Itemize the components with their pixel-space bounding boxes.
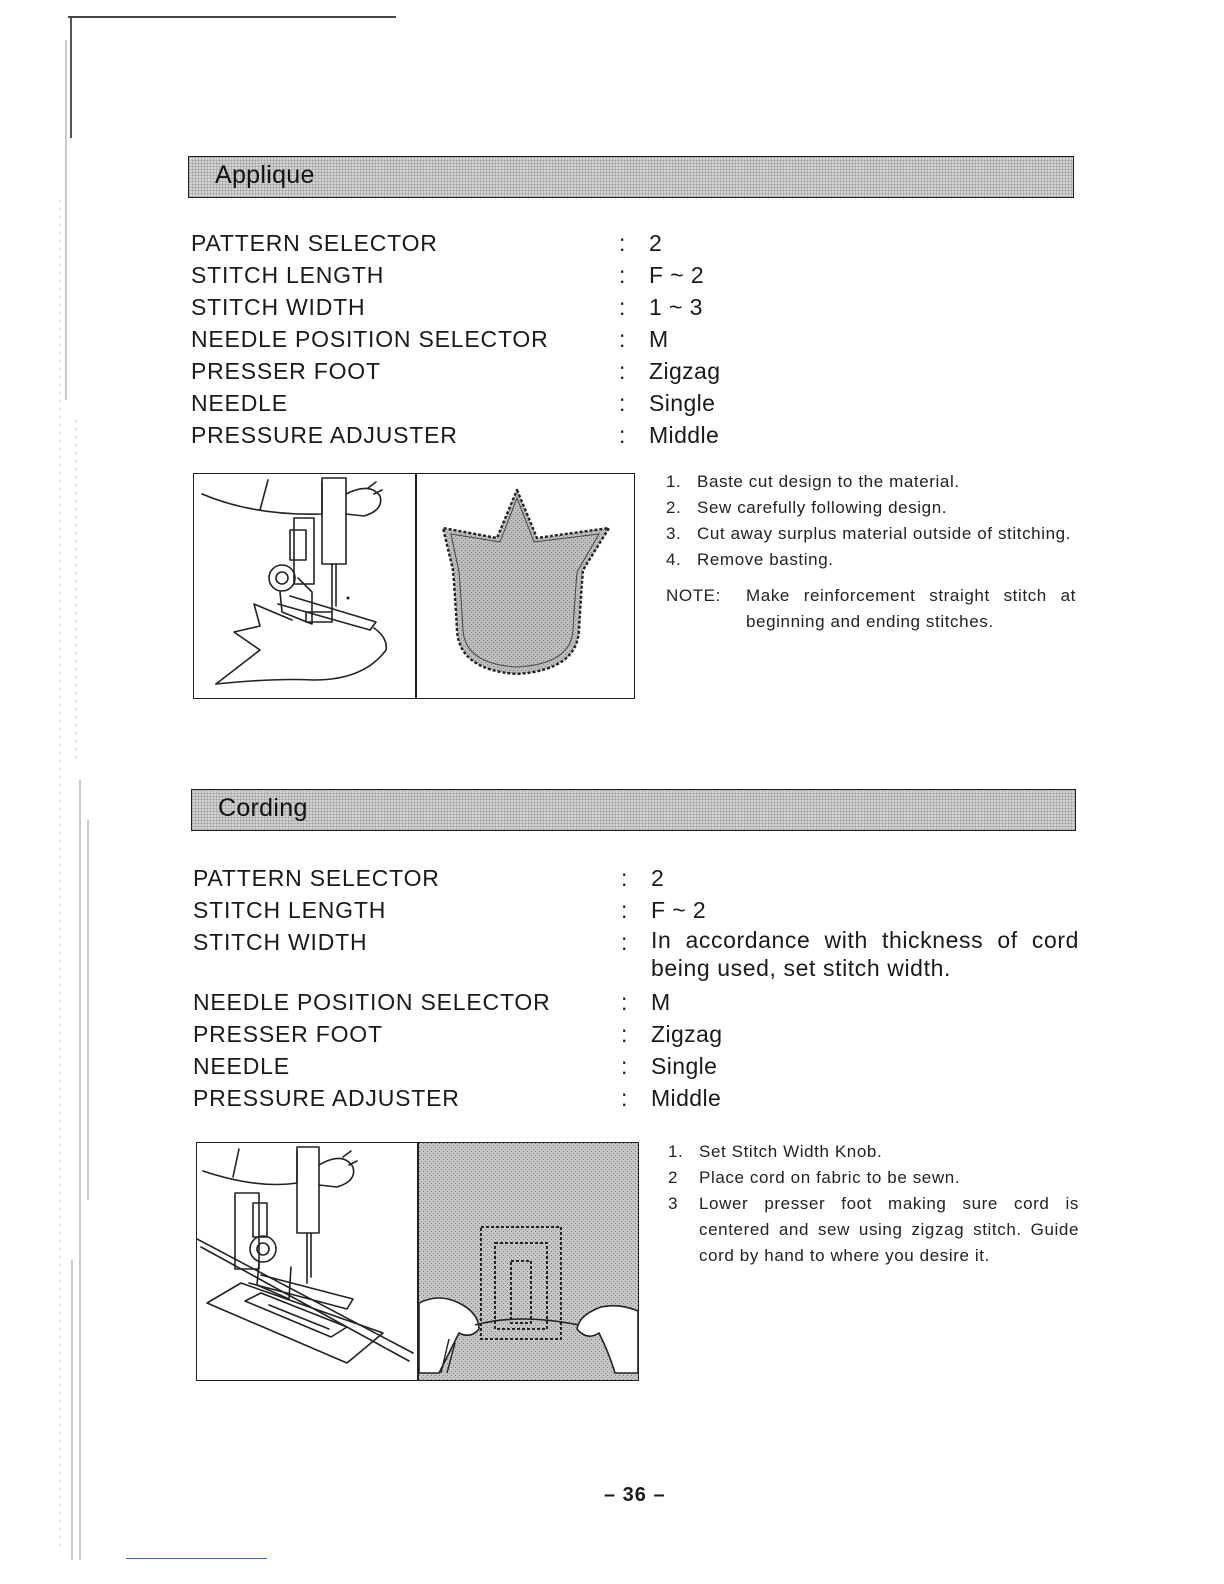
step-number: 4.: [666, 550, 682, 569]
step-number: 3.: [666, 524, 682, 543]
setting-value: Zigzag: [651, 1021, 723, 1047]
step-text: Remove basting.: [697, 550, 834, 569]
setting-value: Middle: [651, 1085, 722, 1111]
instruction-step: [668, 1139, 1079, 1165]
applique-machine-illustration: [194, 474, 416, 698]
applique-note: [666, 583, 1076, 635]
cording-settings: [193, 862, 1079, 1114]
setting-value: 2: [651, 865, 665, 891]
setting-row: [191, 355, 1091, 387]
cording-pattern-with-hands: [419, 1143, 638, 1380]
top-rule: [68, 16, 396, 18]
step-text: Sew carefully following design.: [697, 498, 948, 517]
setting-label: STITCH WIDTH: [191, 294, 366, 320]
setting-row: [191, 227, 1091, 259]
setting-colon: :: [621, 1085, 629, 1111]
setting-value: 1 ~ 3: [649, 294, 703, 320]
setting-label: NEEDLE: [193, 1053, 290, 1079]
setting-colon: :: [619, 390, 627, 416]
setting-colon: :: [619, 358, 627, 384]
setting-row: [193, 862, 1079, 894]
setting-label: PRESSURE ADJUSTER: [191, 422, 458, 448]
setting-colon: :: [619, 230, 627, 256]
setting-row: [191, 387, 1091, 419]
setting-label: NEEDLE POSITION SELECTOR: [191, 326, 549, 352]
setting-value: In accordance with thickness of cord being used, set stitch width.: [651, 927, 1079, 981]
setting-row: [193, 1050, 1079, 1082]
setting-row: [193, 1018, 1079, 1050]
setting-row: [191, 291, 1091, 323]
cording-figure: [196, 1142, 639, 1381]
cording-instructions: [668, 1139, 1079, 1269]
setting-value: M: [651, 989, 671, 1015]
applique-tulip-illustration: [417, 474, 634, 698]
setting-label: PRESSER FOOT: [193, 1021, 383, 1047]
setting-value: Single: [649, 390, 716, 416]
applique-settings: [191, 227, 1091, 451]
setting-row: [193, 926, 1079, 982]
setting-label: STITCH LENGTH: [191, 262, 385, 288]
step-text: Place cord on fabric to be sewn.: [699, 1168, 961, 1187]
tulip-design: [417, 474, 634, 698]
setting-colon: :: [621, 1021, 629, 1047]
step-text: Lower presser foot making sure cord is centered and sew using zigzag stitch. Guide cord by hand to where you desire it.: [699, 1194, 1079, 1265]
setting-value: F ~ 2: [651, 897, 707, 923]
setting-colon: :: [621, 929, 629, 955]
setting-row: [193, 986, 1079, 1018]
setting-colon: :: [621, 989, 629, 1015]
setting-row: [193, 1082, 1079, 1114]
binding-edge-marks: [0, 0, 95, 1584]
setting-value: F ~ 2: [649, 262, 705, 288]
setting-colon: :: [619, 294, 627, 320]
setting-label: PATTERN SELECTOR: [191, 230, 438, 256]
instruction-step: [666, 547, 1076, 573]
bottom-line: [126, 1558, 267, 1559]
setting-label: STITCH WIDTH: [193, 929, 368, 955]
setting-row: [191, 419, 1091, 451]
applique-figure: [193, 473, 635, 699]
note-text: Make reinforcement straight stitch at beginning and ending stitches.: [746, 586, 1076, 631]
instruction-step: [668, 1165, 1079, 1191]
setting-row: [191, 323, 1091, 355]
cording-machine-illustration: [197, 1143, 417, 1380]
setting-value: 2: [649, 230, 663, 256]
step-number: 2: [668, 1168, 679, 1187]
setting-label: NEEDLE POSITION SELECTOR: [193, 989, 551, 1015]
setting-value: Single: [651, 1053, 718, 1079]
instruction-step: [666, 495, 1076, 521]
cording-hands-illustration: [419, 1143, 638, 1380]
setting-colon: :: [621, 865, 629, 891]
applique-title: Applique: [215, 161, 315, 189]
setting-label: PRESSER FOOT: [191, 358, 381, 384]
cording-title: Cording: [218, 794, 308, 822]
step-text: Cut away surplus material outside of stitching.: [697, 524, 1072, 543]
step-number: 3: [668, 1194, 679, 1213]
setting-label: NEEDLE: [191, 390, 288, 416]
cording-banner: [191, 789, 1076, 831]
setting-label: STITCH LENGTH: [193, 897, 387, 923]
setting-colon: :: [619, 326, 627, 352]
applique-banner: [188, 156, 1074, 198]
applique-instructions: [666, 469, 1076, 635]
setting-colon: :: [619, 262, 627, 288]
instruction-step: [666, 469, 1076, 495]
setting-colon: :: [621, 1053, 629, 1079]
setting-row: [191, 259, 1091, 291]
setting-colon: :: [619, 422, 627, 448]
setting-row: [193, 894, 1079, 926]
setting-label: PATTERN SELECTOR: [193, 865, 440, 891]
setting-label: PRESSURE ADJUSTER: [193, 1085, 460, 1111]
top-tick: [70, 18, 72, 138]
setting-value: Zigzag: [649, 358, 721, 384]
step-number: 1.: [666, 472, 682, 491]
step-text: Baste cut design to the material.: [697, 472, 960, 491]
page-number: – 36 –: [604, 1484, 666, 1506]
step-text: Set Stitch Width Knob.: [699, 1142, 883, 1161]
presser-foot-cord-drawing: [197, 1143, 417, 1380]
step-number: 2.: [666, 498, 682, 517]
note-label: NOTE:: [666, 586, 721, 605]
setting-colon: :: [621, 897, 629, 923]
setting-value: Middle: [649, 422, 720, 448]
instruction-step: [666, 521, 1076, 547]
step-number: 1.: [668, 1142, 684, 1161]
setting-value: M: [649, 326, 669, 352]
instruction-step: [668, 1191, 1079, 1269]
presser-foot-drawing: [194, 474, 416, 698]
